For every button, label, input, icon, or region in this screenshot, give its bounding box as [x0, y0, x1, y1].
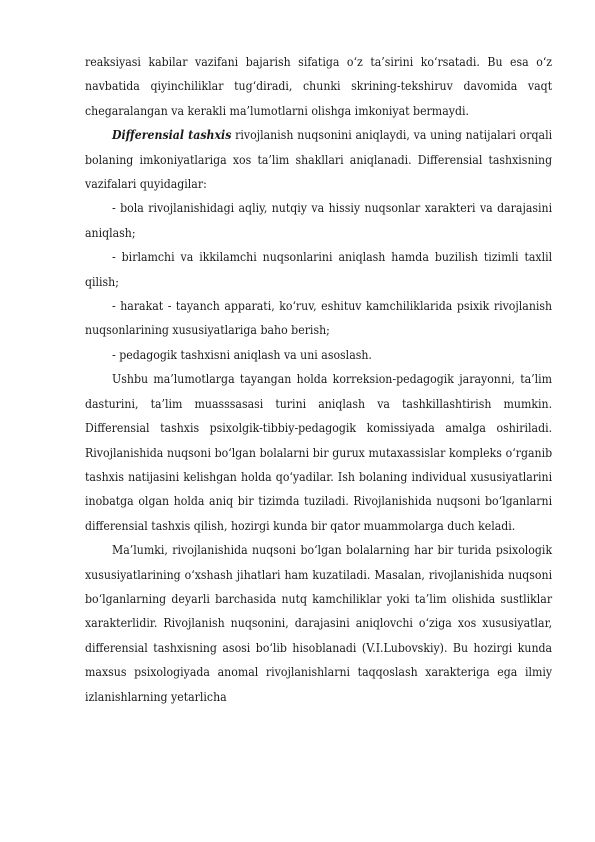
list-item-task-3	[85, 294, 552, 343]
document-page	[85, 50, 552, 709]
list-item-text: - bola rivojlanishidagi aqliy, nutqiy va hissiy nuqsonlar xarakteri va darajasini aniqlash;	[85, 201, 553, 240]
paragraph-text: reaksiyasi kabilar vazifani bajarish sifatiga o‘z ta’sirini ko‘rsatadi. Bu esa o‘z navbatida qiyinchiliklar tug‘diradi, chunki skrining-tekshiruv davomida vaqt chegaralangan va kerakli ma’lumotlarni olishga imkoniyat bermaydi.	[85, 55, 553, 118]
list-item-text: - harakat - tayanch apparati, ko‘ruv, eshituv kamchiliklarida psixik rivojlanish nuqsonlarining xususiyatlariga baho berish;	[85, 299, 553, 338]
list-item-text: - birlamchi va ikkilamchi nuqsonlarini aniqlash hamda buzilish tizimli taxlil qilish;	[85, 250, 553, 289]
paragraph-differential-diagnosis	[85, 123, 552, 196]
term-differential-diagnosis: Differensial tashxis	[112, 128, 232, 143]
list-item-task-1	[85, 196, 552, 245]
paragraph-correction-process	[85, 367, 552, 538]
paragraph-continuation	[85, 50, 552, 123]
paragraph-text: rivojlanish nuqsonini aniqlaydi, va uning natijalari orqali bolaning imkoniyatlariga xos ta’lim shakllari aniqlanadi. Differensial tashxisning vazifalari quyidagilar:	[85, 128, 553, 192]
list-item-task-4	[85, 343, 552, 367]
paragraph-text: Ushbu ma’lumotlarga tayangan holda korreksion-pedagogik jarayonni, ta’lim dasturini, ta’lim muasssasasi turini aniqlash va tashkillashtirish mumkin. Differensial tashxis psixolgik-tibbiy-pedagogik komissiyada amalga oshiriladi. Rivojlanishida nuqsoni bo‘lgan bolalarni bir gurux mutaxassislar kompleks o‘rganib tashxis natijasini kelishgan holda qo‘yadilar. Ish bolaning individual xususiyatlarini inobatga olgan holda aniq bir tizimda tuziladi. Rivojlanishida nuqsoni bo‘lganlarni differensial tashxis qilish, hozirgi kunda bir qator muammolarga duch keladi.	[85, 372, 553, 533]
list-item-task-2	[85, 245, 552, 294]
paragraph-psychological-features	[85, 538, 552, 709]
paragraph-text: Ma’lumki, rivojlanishida nuqsoni bo‘lgan bolalarning har bir turida psixologik xususiyatlarining o‘xshash jihatlari ham kuzatiladi. Masalan, rivojlanishida nuqsoni bo‘lganlarning deyarli barchasida nutq kamchiliklar yoki ta’lim olishida sustliklar xarakterlidir. Rivojlanish nuqsonini, darajasini aniqlovchi o‘ziga xos xususiyatlar, differensial tashxisning asosi bo‘lib hisoblanadi (V.I.Lubovskiy). Bu hozirgi kunda maxsus psixologiyada anomal rivojlanishlarni taqqoslash xarakteriga ega ilmiy izlanishlarning yetarlicha	[85, 543, 553, 704]
list-item-text: - pedagogik tashxisni aniqlash va uni asoslash.	[112, 347, 372, 362]
